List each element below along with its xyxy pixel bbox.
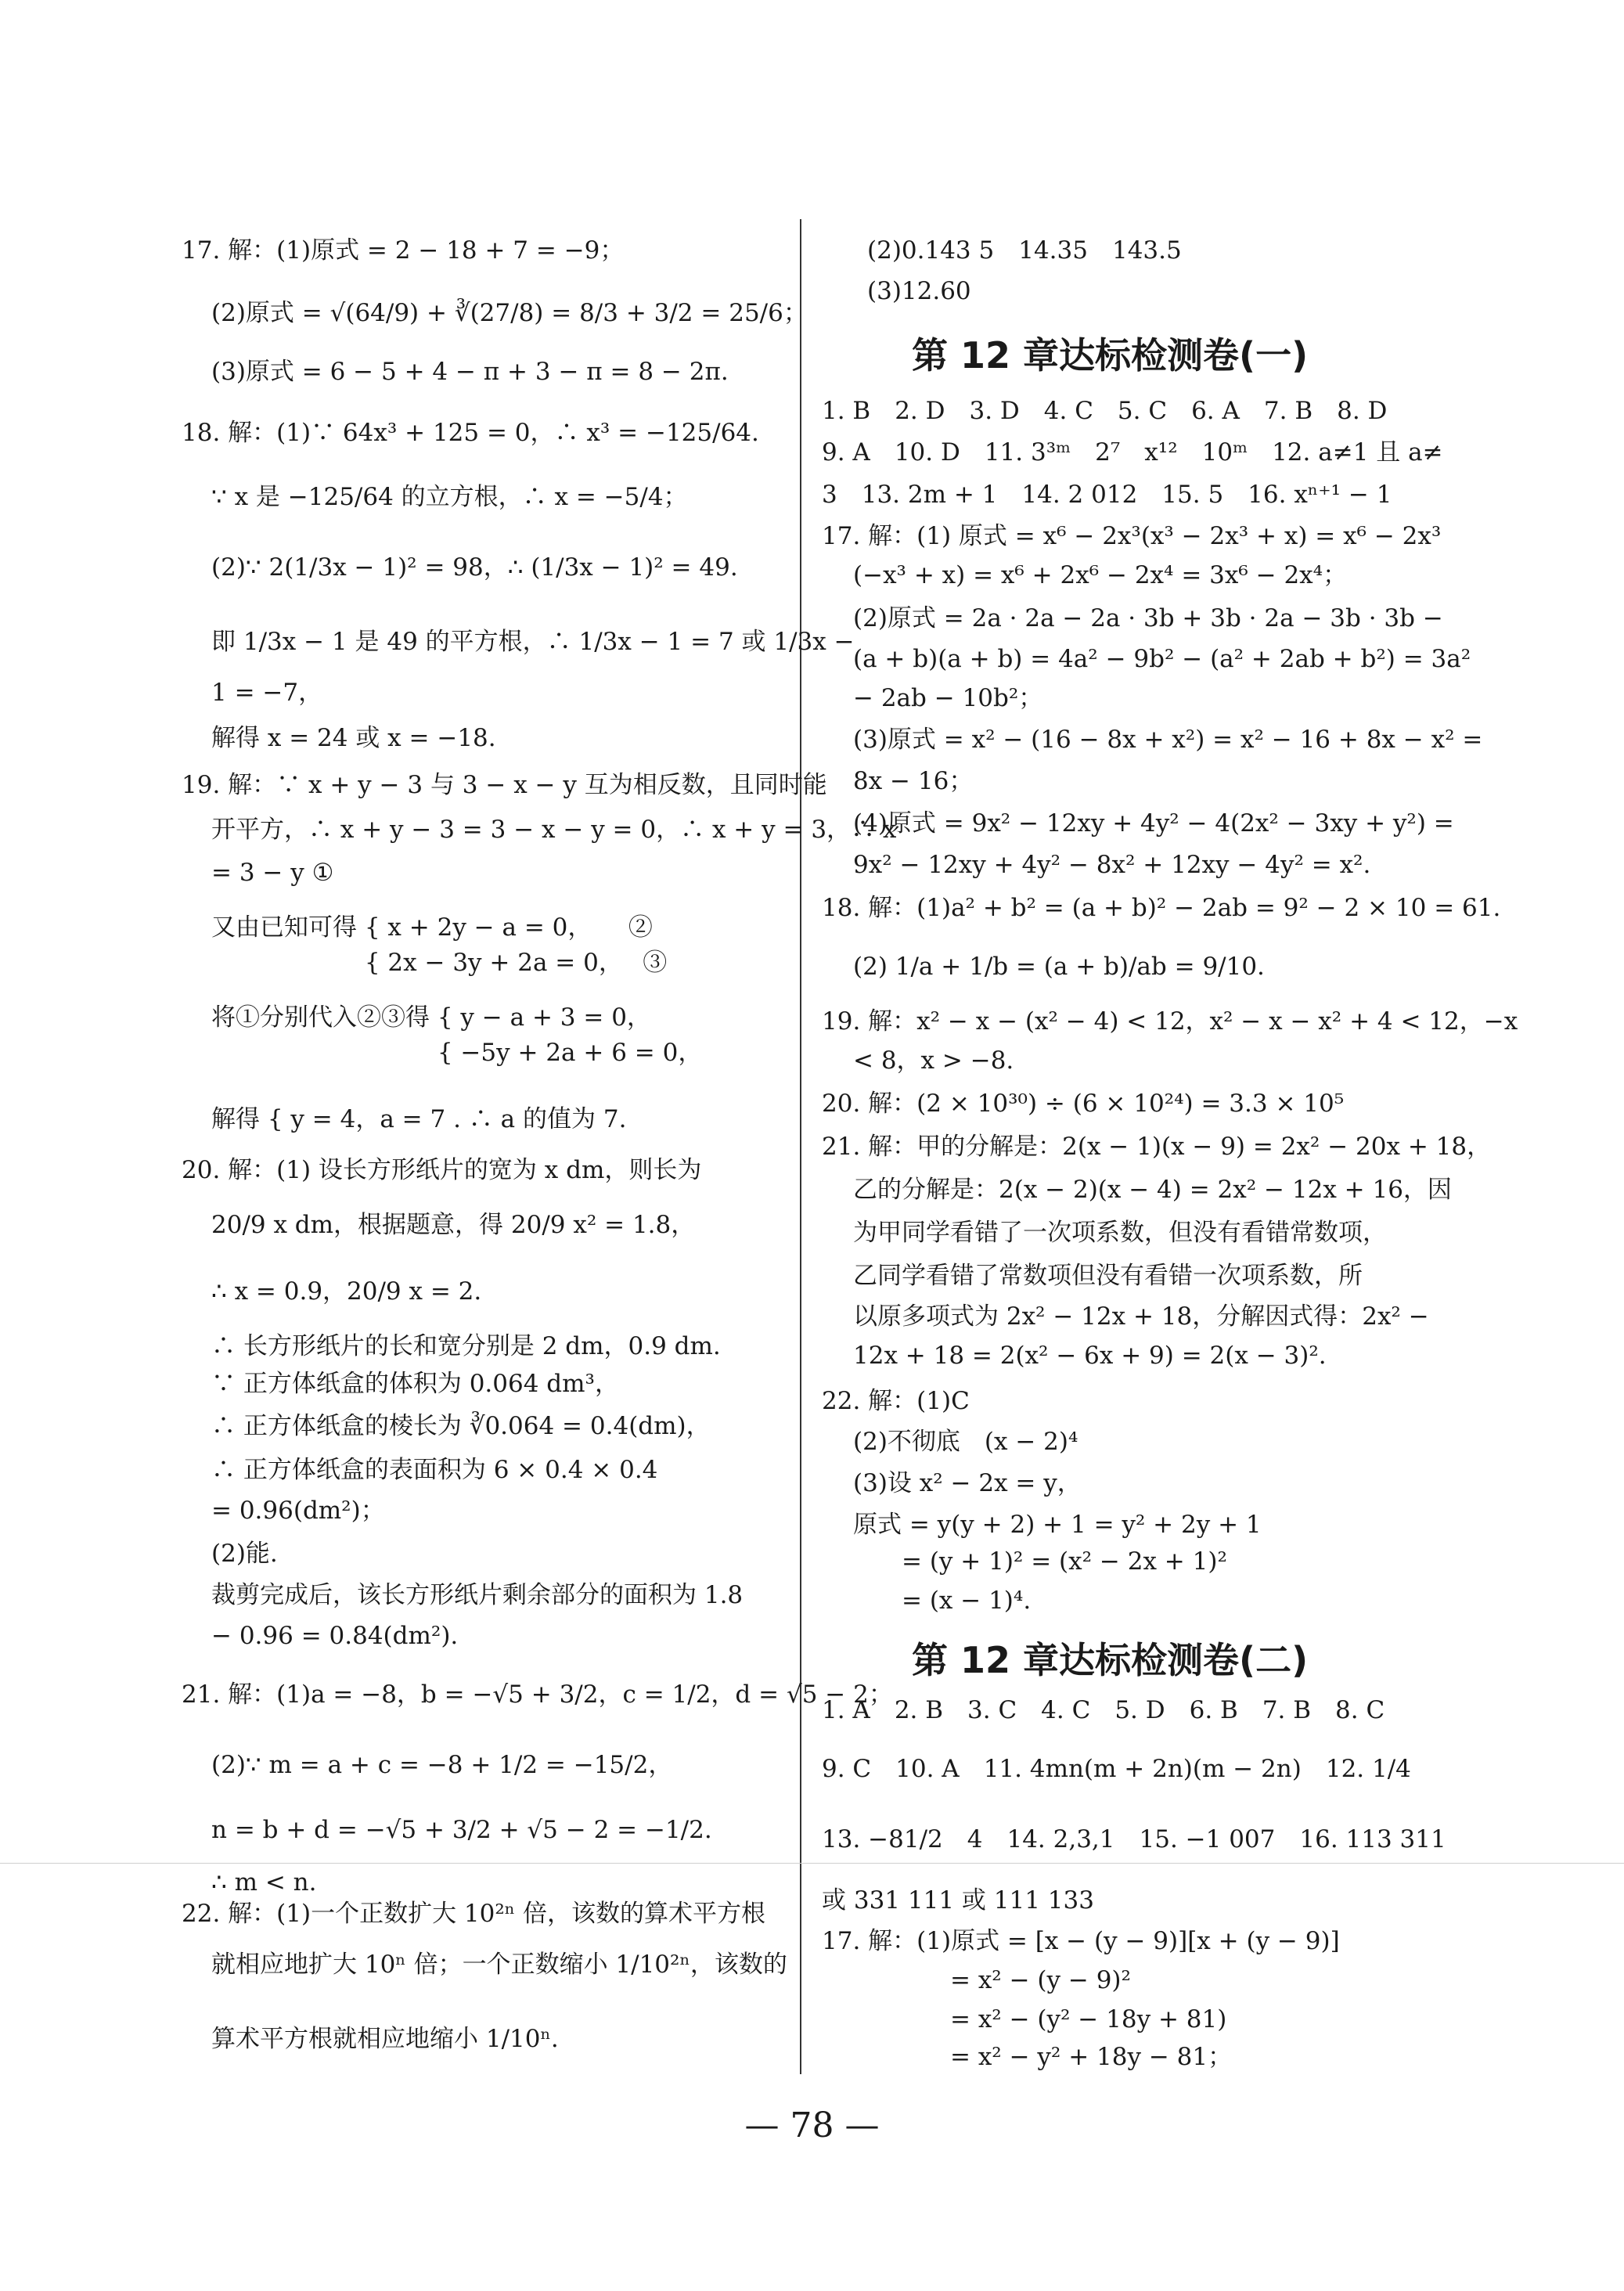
section-title: 第 12 章达标检测卷(一): [912, 334, 1309, 376]
answer-line: 19. 解：x² − x − (x² − 4) < 12，x² − x − x² + 4 < 12，−x: [822, 1007, 1518, 1036]
answer-line: = x² − (y − 9)²: [853, 1966, 1131, 1994]
column-divider: [800, 219, 801, 2074]
answer-line: 8x − 16；: [853, 767, 974, 795]
answer-line: { −5y + 2a + 6 = 0，: [211, 1039, 703, 1067]
page-number: — 78 —: [744, 2105, 880, 2145]
answer-line: 13. −81/2 4 14. 2,3,1 15. −1 007 16. 113 311: [822, 1825, 1446, 1853]
answer-line: (3)设 x² − 2x = y，: [853, 1469, 1082, 1497]
answer-line: n = b + d = −√5 + 3/2 + √5 − 2 = −1/2.: [211, 1816, 712, 1844]
answer-line: (2)不彻底 (x − 2)⁴: [853, 1428, 1078, 1456]
answer-line: 解得 { y = 4，a = 7 . ∴ a 的值为 7.: [211, 1105, 627, 1133]
answer-line: (4)原式 = 9x² − 12xy + 4y² − 4(2x² − 3xy + y²) =: [853, 809, 1454, 838]
answer-line: 为甲同学看错了一次项系数，但没有看错常数项，: [853, 1219, 1387, 1247]
answer-line: 算术平方根就相应地缩小 1/10ⁿ.: [211, 2025, 559, 2053]
answer-line: = x² − y² + 18y − 81；: [853, 2043, 1233, 2071]
answer-line: 乙同学看错了常数项但没有看错一次项系数，所: [853, 1262, 1363, 1290]
answer-line: 18. 解：(1)a² + b² = (a + b)² − 2ab = 9² − 2 × 10 = 61.: [822, 894, 1501, 922]
answer-line: − 2ab − 10b²；: [853, 684, 1043, 712]
answer-line: 17. 解：(1) 原式 = x⁶ − 2x³(x³ − 2x³ + x) = x⁶ − 2x³: [822, 522, 1442, 550]
answer-line: 17. 解：(1)原式 = [x − (y − 9)][x + (y − 9)]: [822, 1927, 1340, 1955]
answer-line: 将①分别代入②③得 { y − a + 3 = 0，: [211, 1003, 651, 1032]
answer-line: { 2x − 3y + 2a = 0， ③: [211, 949, 668, 977]
answer-line: (3)原式 = x² − (16 − 8x + x²) = x² − 16 + 8x − x² =: [853, 726, 1483, 754]
answer-line: 12x + 18 = 2(x² − 6x + 9) = 2(x − 3)².: [853, 1342, 1327, 1370]
answer-line: ∴ 正方体纸盒的表面积为 6 × 0.4 × 0.4: [211, 1456, 658, 1484]
answer-line: = (y + 1)² = (x² − 2x + 1)²: [853, 1547, 1227, 1576]
answer-line: (2) 1/a + 1/b = (a + b)/ab = 9/10.: [853, 953, 1265, 981]
answer-line: 22. 解：(1)C: [822, 1387, 970, 1415]
answer-line: (2)∵ 2(1/3x − 1)² = 98，∴ (1/3x − 1)² = 49.: [211, 553, 738, 582]
answer-line: 9. A 10. D 11. 3³ᵐ 2⁷ x¹² 10ᵐ 12. a≠1 且 a≠: [822, 438, 1443, 466]
answer-line: 21. 解：(1)a = −8，b = −√5 + 3/2，c = 1/2，d = √5 − 2；: [182, 1680, 893, 1709]
answer-line: ∵ 正方体纸盒的体积为 0.064 dm³，: [211, 1370, 619, 1398]
answer-line: 即 1/3x − 1 是 49 的平方根，∴ 1/3x − 1 = 7 或 1/3x −: [211, 628, 855, 656]
answer-line: (3)12.60: [867, 277, 971, 305]
answer-line: 1. B 2. D 3. D 4. C 5. C 6. A 7. B 8. D: [822, 397, 1388, 425]
answer-line: 21. 解：甲的分解是：2(x − 1)(x − 9) = 2x² − 20x + 18，: [822, 1133, 1492, 1161]
answer-line: (2)原式 = √(64/9) + ∛(27/8) = 8/3 + 3/2 = 25/6；: [211, 299, 808, 327]
answer-line: 以原多项式为 2x² − 12x + 18，分解因式得：2x² −: [853, 1302, 1429, 1331]
answer-line: = x² − (y² − 18y + 81): [853, 2005, 1227, 2033]
answer-line: 9x² − 12xy + 4y² − 8x² + 12xy − 4y² = x².: [853, 851, 1371, 879]
answer-line: 18. 解：(1)∵ 64x³ + 125 = 0，∴ x³ = −125/64.: [182, 419, 759, 447]
answer-line: 1. A 2. B 3. C 4. C 5. D 6. B 7. B 8. C: [822, 1696, 1385, 1724]
answer-line: 17. 解：(1)原式 = 2 − 18 + 7 = −9；: [182, 236, 625, 265]
answer-line: 22. 解：(1)一个正数扩大 10²ⁿ 倍，该数的算术平方根: [182, 1900, 766, 1928]
answer-line: ∴ 正方体纸盒的棱长为 ∛0.064 = 0.4(dm)，: [211, 1412, 711, 1440]
answer-line: 解得 x = 24 或 x = −18.: [211, 724, 496, 752]
answer-line: (−x³ + x) = x⁶ + 2x⁶ − 2x⁴ = 3x⁶ − 2x⁴；: [853, 561, 1348, 589]
answer-line: = 0.96(dm²)；: [211, 1497, 385, 1525]
answer-line: ∴ m < n.: [211, 1868, 317, 1897]
answer-line: 19. 解：∵ x + y − 3 与 3 − x − y 互为相反数，且同时能: [182, 771, 827, 799]
answer-line: 就相应地扩大 10ⁿ 倍；一个正数缩小 1/10²ⁿ，该数的: [211, 1951, 787, 1979]
answer-line: 或 331 111 或 111 133: [822, 1886, 1094, 1915]
answer-line: 1 = −7，: [211, 679, 323, 707]
answer-line: ∵ x 是 −125/64 的立方根，∴ x = −5/4；: [211, 483, 688, 511]
answer-line: − 0.96 = 0.84(dm²).: [211, 1622, 459, 1650]
answer-line: = 3 − y ①: [211, 859, 334, 887]
answer-line: = (x − 1)⁴.: [853, 1587, 1032, 1615]
answer-line: 20. 解：(2 × 10³⁰) ÷ (6 × 10²⁴) = 3.3 × 10⁵: [822, 1090, 1345, 1118]
answer-line: 原式 = y(y + 2) + 1 = y² + 2y + 1: [853, 1511, 1262, 1539]
answer-line: 9. C 10. A 11. 4mn(m + 2n)(m − 2n) 12. 1/4: [822, 1755, 1411, 1783]
answer-line: 裁剪完成后，该长方形纸片剩余部分的面积为 1.8: [211, 1581, 744, 1609]
answer-line: ∴ x = 0.9，20/9 x = 2.: [211, 1277, 482, 1306]
scan-fold-line: [0, 1863, 1624, 1864]
answer-line: < 8，x > −8.: [853, 1046, 1014, 1075]
answer-line: ∴ 长方形纸片的长和宽分别是 2 dm，0.9 dm.: [211, 1332, 721, 1360]
answer-line: (2)∵ m = a + c = −8 + 1/2 = −15/2，: [211, 1751, 673, 1779]
answer-line: (2)能.: [211, 1540, 278, 1568]
section-title: 第 12 章达标检测卷(二): [912, 1639, 1309, 1681]
answer-line: (a + b)(a + b) = 4a² − 9b² − (a² + 2ab + b²) = 3a²: [853, 645, 1471, 673]
answer-line: 开平方，∴ x + y − 3 = 3 − x − y = 0，∴ x + y = 3，∴ x: [211, 816, 897, 844]
answer-line: (2)原式 = 2a · 2a − 2a · 3b + 3b · 2a − 3b · 3b −: [853, 604, 1443, 632]
answer-line: 乙的分解是：2(x − 2)(x − 4) = 2x² − 12x + 16，因: [853, 1176, 1452, 1204]
answer-line: 又由已知可得 { x + 2y − a = 0， ②: [211, 913, 653, 942]
answer-line: (2)0.143 5 14.35 143.5: [867, 236, 1182, 265]
answer-line: 20/9 x dm，根据题意，得 20/9 x² = 1.8，: [211, 1211, 696, 1239]
answer-line: (3)原式 = 6 − 5 + 4 − π + 3 − π = 8 − 2π.: [211, 358, 729, 386]
answer-line: 3 13. 2m + 1 14. 2 012 15. 5 16. xⁿ⁺¹ − 1: [822, 481, 1392, 509]
answer-line: 20. 解：(1) 设长方形纸片的宽为 x dm，则长为: [182, 1156, 702, 1184]
